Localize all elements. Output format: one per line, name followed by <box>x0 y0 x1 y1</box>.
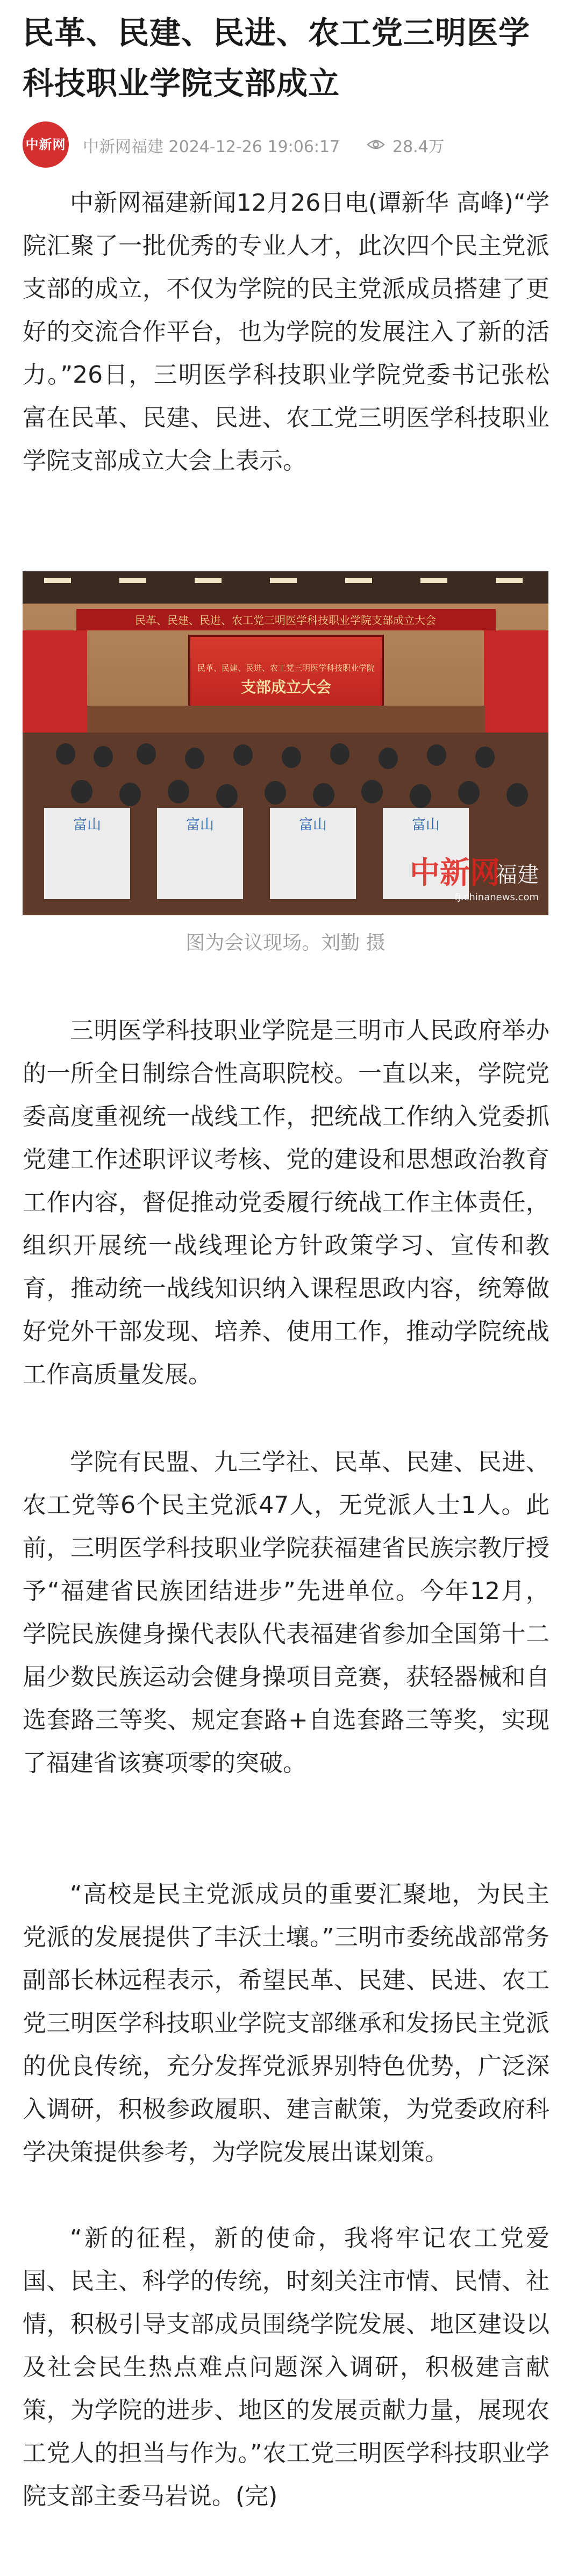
photo-caption: 图为会议现场。刘勤 摄 <box>185 932 386 954</box>
photo-screen-line2: 支部成立大会 <box>240 678 332 696</box>
paragraph-4: “高校是民主党派成员的重要汇聚地，为民主党派的发展提供了丰沃土壤。”三明市委统战部常务副部长林远程表示，希望民革、民建、民进、农工党三明医学科技职业学院支部继承和发扬民主党派的优良传统，充分发挥党派界别特色优势，广泛深入调研，积极参政履职、建言献策，为党委政府科学决策提供参考，为学院发展出谋划策。 <box>23 1881 549 2166</box>
photo-watermark-region: 福建 <box>496 863 539 887</box>
photo-sign-1: 富山 <box>73 817 102 833</box>
eye-icon <box>367 136 385 155</box>
source-and-time <box>83 133 340 157</box>
photo-sign-4: 富山 <box>411 817 440 833</box>
paragraph-1: 中新网福建新闻12月26日电(谭新华 高峰)“学院汇聚了一批优秀的专业人才，此次四个民主党派支部的成立，不仅为学院的民主党派成员搭建了更好的交流合作平台，也为学院的发展注入了新的活力。”26日，三明医学科技职业学院党委书记张松富在民革、民建、民进、农工党三明医学科技职业学院支部成立大会上表示。 <box>23 189 549 475</box>
photo-banner-text: 民革、民建、民进、农工党三明医学科技职业学院支部成立大会 <box>135 614 436 627</box>
source-logo-icon[interactable]: 中新网 <box>23 121 69 168</box>
photo-sign-3: 富山 <box>298 817 327 833</box>
view-count <box>367 133 445 157</box>
article-photo[interactable] <box>23 571 548 915</box>
paragraph-2: 三明医学科技职业学院是三明市人民政府举办的一所全日制综合性高职院校。一直以来，学院党委高度重视统一战线工作，把统战工作纳入党委抓党建工作述职评议考核、党的建设和思想政治教育工作内容，督促推动党委履行统战工作主体责任，组织开展统一战线理论方针政策学习、宣传和教育，推动统一战线知识纳入课程思政内容，统筹做好党外干部发现、培养、使用工作，推动学院统战工作高质量发展。 <box>23 1017 549 1388</box>
paragraph-5: “新的征程，新的使命，我将牢记农工党爱国、民主、科学的传统，时刻关注市情、民情、社情，积极引导支部成员围绕学院发展、地区建设以及社会民生热点难点问题深入调研，积极建言献策，为学院的进步、地区的发展贡献力量，展现农工党人的担当与作为。”农工党三明医学科技职业学院支部主委马岩说。(完) <box>23 2225 549 2510</box>
source-name[interactable]: 中新网福建 <box>83 138 163 156</box>
photo-watermark-url: fj.chinanews.com <box>454 892 539 903</box>
paragraph-3: 学院有民盟、九三学社、民革、民建、民进、农工党等6个民主党派47人，无党派人士1人。此前，三明医学科技职业学院获福建省民族宗教厅授予“福建省民族团结进步”先进单位。今年12月，学院民族健身操代表队代表福建省参加全国第十二届少数民族运动会健身操项目竞赛，获轻器械和自选套路三等奖、规定套路+自选套路三等奖，实现了福建省该赛项零的突破。 <box>23 1448 549 1777</box>
publish-time: 2024-12-26 19:06:17 <box>168 138 340 156</box>
photo-watermark-main: 中新网 <box>410 855 500 891</box>
photo-screen-line1: 民革、民建、民进、农工党三明医学科技职业学院 <box>197 663 375 673</box>
article-meta <box>23 121 549 168</box>
view-count-value: 28.4万 <box>392 138 445 156</box>
article-title: 民革、民建、民进、农工党三明医学科技职业学院支部成立 <box>23 15 531 102</box>
photo-sign-2: 富山 <box>185 817 215 833</box>
